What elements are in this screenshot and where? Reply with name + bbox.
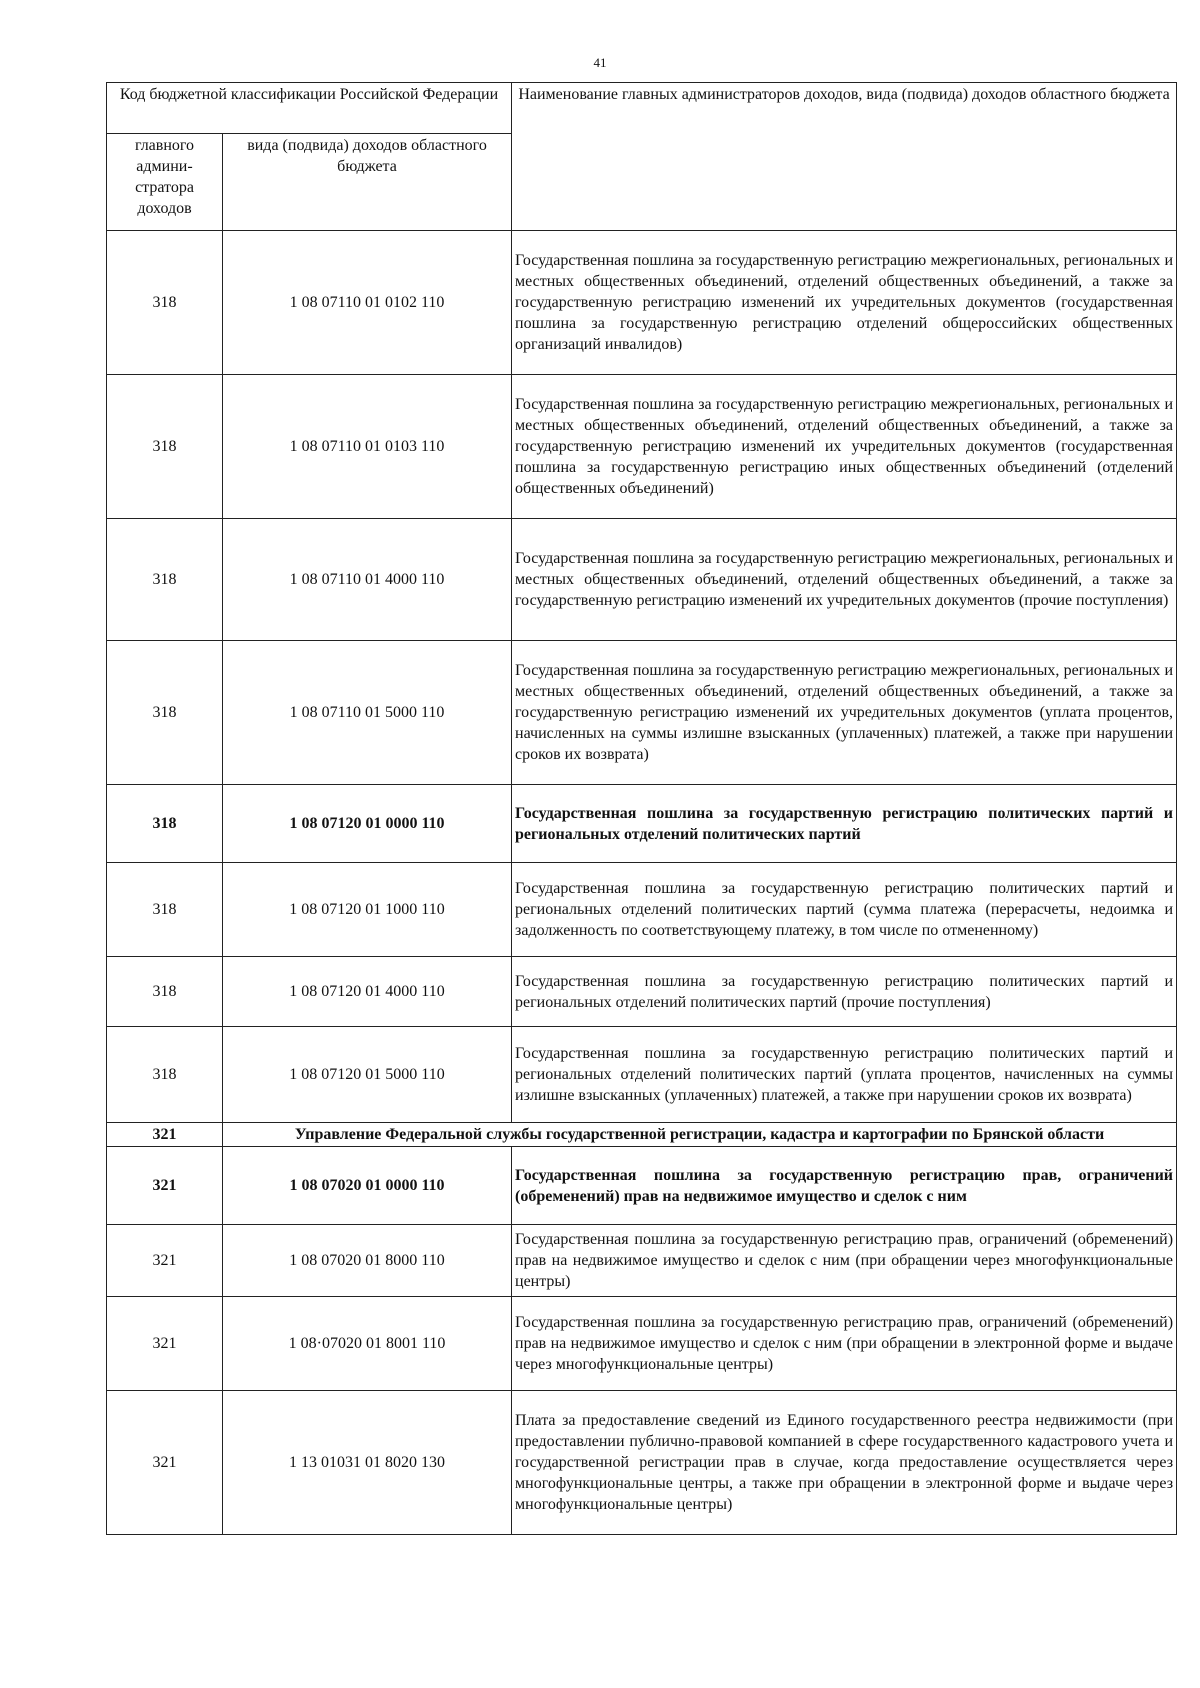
income-name-cell: Плата за предоставление сведений из Единого государственного реестра недвижимости (при предоставлении публично-правовой компанией в сфере государственного кадастрового учета и государственной регистрации прав в случае, когда предоставление осуществляется через многофункциональные центры, а также при обращении в электронной форме и выдаче через многофункциональные центры) [512,1391,1177,1535]
table-row [107,519,1177,641]
income-code-cell: 1 08·07020 01 8001 110 [223,1297,512,1391]
table-row [107,1225,1177,1297]
income-name-cell: Государственная пошлина за государственную регистрацию политических партий и региональных отделений политических партий (уплата процентов, начисленных на суммы излишне взысканных (уплаченных) платежей, а также при нарушении сроков их возврата) [512,1027,1177,1123]
income-code-cell: 1 08 07120 01 4000 110 [223,957,512,1027]
admin-code-cell: 321 [107,1391,223,1535]
table-row [107,641,1177,785]
table-row [107,1027,1177,1123]
table-row [107,1391,1177,1535]
admin-code-cell: 318 [107,519,223,641]
admin-code-cell: 321 [107,1297,223,1391]
section-row [107,1123,1177,1147]
income-code-cell: 1 08 07110 01 4000 110 [223,519,512,641]
income-name-cell: Государственная пошлина за государственную регистрацию прав, ограничений (обременений) прав на недвижимое имущество и сделок с ним (при обращении в электронной форме и выдаче через многофункциональные центры) [512,1297,1177,1391]
admin-code-cell: 321 [107,1123,223,1147]
table-row [107,231,1177,375]
income-name-cell: Государственная пошлина за государственную регистрацию прав, ограничений (обременений) прав на недвижимое имущество и сделок с ним (при обращении через многофункциональные центры) [512,1225,1177,1297]
admin-code-cell: 318 [107,231,223,375]
budget-classification-table [106,82,1177,1535]
table-row [107,957,1177,1027]
table-row [107,1297,1177,1391]
income-code-cell: 1 08 07020 01 8000 110 [223,1225,512,1297]
header-admin-column: главного админи-стратора доходов [107,134,223,231]
table-row [107,1147,1177,1225]
table-row [107,375,1177,519]
admin-code-cell: 318 [107,375,223,519]
income-code-cell: 1 08 07110 01 0103 110 [223,375,512,519]
table-row [107,863,1177,957]
income-name-cell: Государственная пошлина за государственную регистрацию политических партий и региональных отделений политических партий (прочие поступления) [512,957,1177,1027]
section-title-cell: Управление Федеральной службы государственной регистрации, кадастра и картографии по Брянской области [223,1123,1177,1147]
income-name-cell: Государственная пошлина за государственную регистрацию политических партий и региональных отделений политических партий [512,785,1177,863]
admin-code-cell: 318 [107,1027,223,1123]
admin-code-cell: 318 [107,641,223,785]
admin-code-cell: 321 [107,1225,223,1297]
admin-code-cell: 318 [107,957,223,1027]
income-code-cell: 1 08 07120 01 0000 110 [223,785,512,863]
header-code-column: вида (подвида) доходов областного бюджета [223,134,512,231]
header-name-column: Наименование главных администраторов доходов, вида (подвида) доходов областного бюджета [512,83,1177,231]
income-name-cell: Государственная пошлина за государственную регистрацию межрегиональных, региональных и местных общественных объединений, отделений общественных объединений, а также за государственную регистрацию изменений их учредительных документов (государственная пошлина за государственную регистрацию иных общественных объединений (отделений общественных объединений) [512,375,1177,519]
income-name-cell: Государственная пошлина за государственную регистрацию политических партий и региональных отделений политических партий (сумма платежа (перерасчеты, недоимка и задолженность по соответствующему платежу, в том числе по отмененному) [512,863,1177,957]
admin-code-cell: 318 [107,863,223,957]
admin-code-cell: 321 [107,1147,223,1225]
header-code-group: Код бюджетной классификации Российской Федерации [107,83,512,134]
income-name-cell: Государственная пошлина за государственную регистрацию прав, ограничений (обременений) прав на недвижимое имущество и сделок с ним [512,1147,1177,1225]
income-name-cell: Государственная пошлина за государственную регистрацию межрегиональных, региональных и местных общественных объединений, отделений общественных объединений, а также за государственную регистрацию изменений их учредительных документов (уплата процентов, начисленных на суммы излишне взысканных (уплаченных) платежей, а также при нарушении сроков их возврата) [512,641,1177,785]
admin-code-cell: 318 [107,785,223,863]
income-code-cell: 1 13 01031 01 8020 130 [223,1391,512,1535]
income-code-cell: 1 08 07120 01 1000 110 [223,863,512,957]
income-name-cell: Государственная пошлина за государственную регистрацию межрегиональных, региональных и местных общественных объединений, отделений общественных объединений, а также за государственную регистрацию изменений их учредительных документов (прочие поступления) [512,519,1177,641]
income-code-cell: 1 08 07110 01 0102 110 [223,231,512,375]
table-row [107,785,1177,863]
income-name-cell: Государственная пошлина за государственную регистрацию межрегиональных, региональных и местных общественных объединений, отделений общественных объединений, а также за государственную регистрацию изменений их учредительных документов (государственная пошлина за государственную регистрацию отделений общероссийских общественных организаций инвалидов) [512,231,1177,375]
income-code-cell: 1 08 07110 01 5000 110 [223,641,512,785]
income-code-cell: 1 08 07120 01 5000 110 [223,1027,512,1123]
income-code-cell: 1 08 07020 01 0000 110 [223,1147,512,1225]
page-number: 41 [593,55,607,70]
